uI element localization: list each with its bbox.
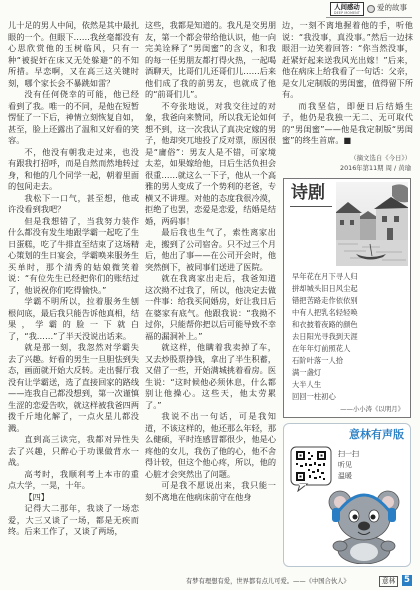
poem-line: 中有人把乳名轻轻唤 [292,308,358,317]
paragraph: 这些，我都是知道的。我凡是交男朋友，第一个都会带给他认识，他一向完美诠释了“男闺蜜”的含义，和我的每一任男朋友都打得火热，一起喝酒聊天，比哥们儿还哥们儿……后来他们成了我的前男友，也就成了他的“前哥们儿”。 [145,20,276,99]
poem-line: 满一盏灯 [292,368,322,377]
paragraph: 记得大二那年，我谈了一场恋爱，大三又谈了一场，都是无疾而终。后来工作了，又谈了两场， [8,503,139,536]
logo-title: 人间感动 [334,3,360,11]
article-column-3 [282,20,413,152]
scan-prompt [338,449,359,482]
paragraph: 就这样，他瞒着我卖掉了车，又去炒股票挣钱，拿出了半生积蓄，又借了一些，开始满城挑着看房。医生说：“这时候他必须休息，什么都别让他操心。这些天，他太劳累了。” [145,342,276,410]
poem-line: 石阶叶落一人拾 [292,356,344,365]
section-name: 爱的故事 [377,3,407,12]
magazine-name: 意林 [379,576,398,587]
paragraph: 而我坚信，即便日后结婚生子，他仍是我独一无二、无可取代的“男闺蜜”——他是我定制版“男闺蜜”的终生首席。■ [282,100,413,145]
column-logo [330,2,364,16]
paragraph: 儿十足的男人中间，依然是其中最扎眼的一个。但眼下……我丝毫都没有心思欣赏他的玉树临风，只有一种“被捉奸在床又无处躲避”的不知所措。早恋啊，又在高三这关键时刻，哪个家长会不暴跳如雷？ [8,20,139,88]
poem-line: 早年花在月下寻人归 [292,272,358,281]
footer-quote: 有梦有理想有爱，世界都有点儿可爱。——《中国合伙人》 [186,578,350,585]
poem-line: 在年年灯前照花人 [292,344,351,353]
logo-subtitle: DEEP MOMENT [334,11,360,15]
poem-line: 和衣披着夜路的颜色 [292,320,358,329]
page-number: 5 [402,575,412,586]
paragraph: 就是那一刻，我忽然对学霸失去了兴趣。好看的男生一旦胆怯到失态，画面就开始大反转。走出餐厅我没有让学霸送，选了直接回家的路线——连我自己都没想到，第一次谨慎生涩的恋爱告吹，就这样被我爸四两拨千斤地化解了，一点火星儿都没溅。 [8,342,139,433]
paragraph: 可是我不愿说出来，我只能一刻不离地在他病床前守在他身 [145,480,276,502]
paragraph: 就在我离家出走后，我爸知道这次拗不过我了，所以，他决定去做一件事：给我买间婚房，好让我日后在婆家有底气。他跟我说：“我拗不过你，只能帮你把以后可能导致不幸福的漏洞补上。” [145,273,276,341]
paragraph: 我松下一口气，甚至想，他或许没看到我吧？ [8,192,139,214]
paragraph: 我说不出一句话，可是我知道，不该这样的，他还那么年轻，那么健硕，平时连感冒都很少，他是心疼他的女儿，我伤了他的心，他不舍得计较，但这个他心疼，所以，他的心脏才会突然出了问题。 [145,411,276,479]
listen-label: 听见 [338,461,352,469]
paragraph: 不，他没有朝我走过来，也没有跟我打招呼，而是自然而然地转过身，和他的几个同学一起，朝着里面的包间走去。 [8,146,139,191]
header-divider [326,17,412,18]
article-column-1 [8,20,139,572]
poem-title-rule [290,206,332,207]
koala-mascot-icon [320,480,408,564]
poem-line: 回回一柱初心 [292,392,336,401]
poem-line: 错把苦路走作依依别 [292,296,358,305]
poem-box [283,178,411,418]
warmth-label: 温暖 [338,472,352,480]
water-town-illustration [336,182,408,266]
paragraph: 没有任何侥幸的可能，他已经看到了我。唯一的不同，是他在短暂愣怔了一下后，神情立刻恢复自如，甚至，脸上还露出了温和又好看的笑容。 [8,89,139,145]
section-heading: 【四】 [24,491,49,502]
article-column-2 [145,20,276,572]
audio-edition-title: 意林有声版 [349,428,404,441]
poem-line: 大半人生 [292,380,322,389]
paragraph: 不夸张地说，对我交往过的对象，我爸向来赞同，所以我无论如何想不到，这一次我认了真决定嫁的男子，他却突兀地投了反对票，原因很是“庸俗”：男友人是不错，可家境太差，如果嫁给他，日后生活负担会很重……就这么一下子，他从一个高雅的男人变成了一个势利的老爸，专横又不讲理。对他的态度我很冷漠，拒绝了也罢，恋爱是恋爱，结婚是结婚，两码事！ [145,100,276,226]
poem-signature: ——小小涛《以明月》 [340,405,404,413]
poem-title: 诗剧 [291,183,325,203]
paragraph: 最后我也生气了，索性离家出走，搬到了公司宿舍。只不过三个月后，他出了事——在公司开会时，他突然倒下，被同事们送进了医院。 [145,227,276,272]
circle-icon [367,5,375,13]
poem-line: 拼却城头旧日风尘起 [292,284,358,293]
article-issue: 2016年第11期 周 / 黄瑜 [340,164,411,172]
paragraph: 学霸不明所以，拉着服务生刨根问底，最后我只能告诉他真相，结果，学霸的脸一下就白了，“我……”了半天没说出话来。 [8,296,139,341]
audio-edition-box [283,423,411,567]
paragraph: 高考时，我顺利考上本市的重点大学，一晃，十年。 [8,468,139,490]
poem-lines [292,271,406,403]
paragraph: 但是我想错了，当我努力装作什么都没有发生地跟学霸一起吃了生日蛋糕，吃了牛排直至结束了这场精心策划的生日宴会，学霸唤来服务生买单时，那个清秀的姑娘微笑着说：“有位先生已经把你们的账结过了，他说祝你们吃得愉快。” [8,215,139,295]
scan-label: 扫一扫 [338,450,359,458]
paragraph: 边，一刻不离地握着他的手，听他说：“我没事，真没事。”然后一边抹眼泪一边笑着回答：“你当然没事，赶紧好起来送我风光出嫁！”后来，他在病床上给我看了一句话：父亲，是女儿定制版的男闺蜜，值得留下所有。 [282,20,413,99]
paragraph: 直到高三读完，我都对异性失去了兴趣，只醉心于功课做背水一战。 [8,434,139,467]
poem-line: 去日阳光寻我到天涯 [292,332,358,341]
article-source: （摘文选自《今日》） [350,154,411,162]
